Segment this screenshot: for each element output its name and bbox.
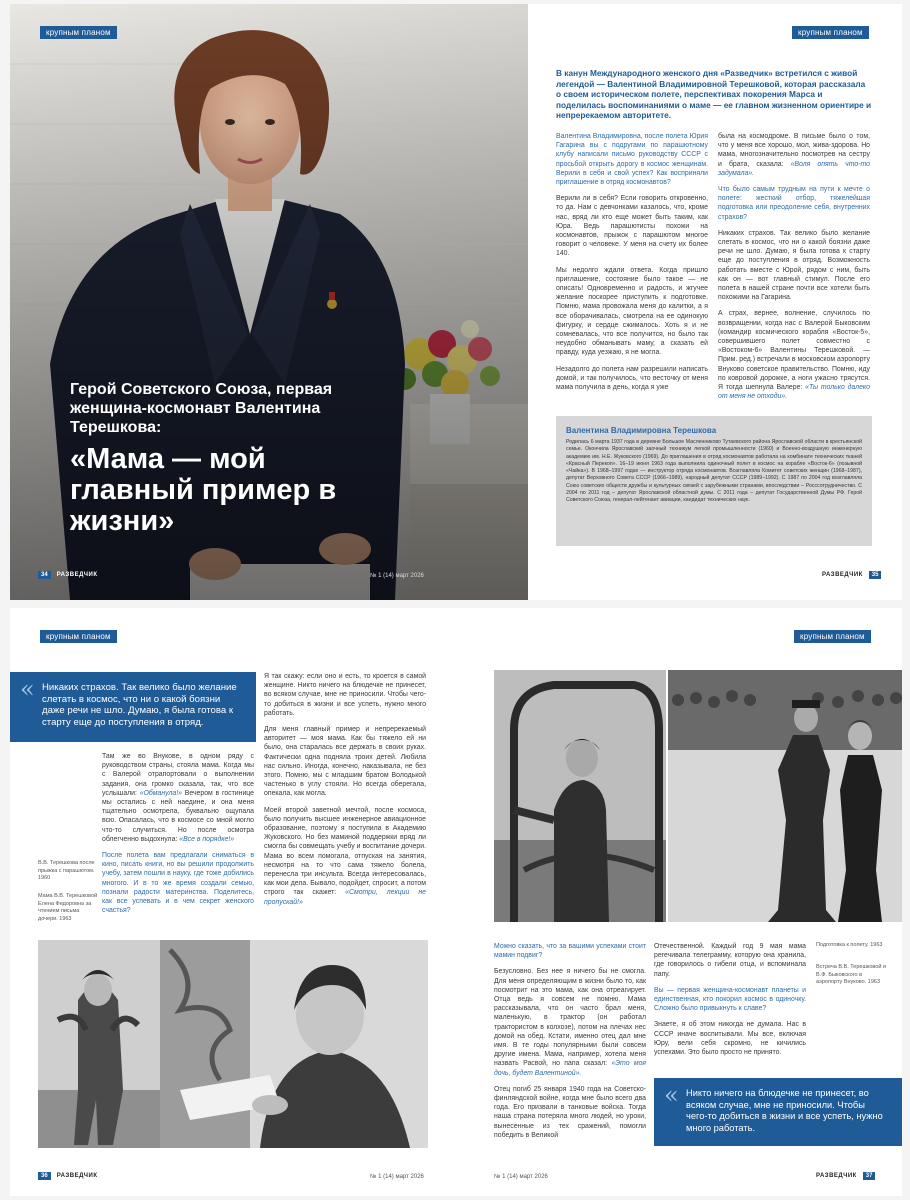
paragraph: Я так скажу: если оно и есть, то кроется в самой женщине. Никто ничего на блюдечке не принесет, во всяком случае, мне не приносили. Чтобы чего-то добиться в жизни и все успеть, нужно много работать. [264, 673, 426, 717]
paragraph: Отец погиб 25 января 1940 года на Советско-финляндской войне, когда мне было всего два года. Его призвали в танковые войска. Тогда наша страна потеряла много людей, но уроки, вынесенные из тех сражений, помогли победить в Великой [494, 1085, 646, 1139]
headline-small: Герой Советского Союза, первая женщина-космонавт Валентина Терешкова: [70, 381, 333, 436]
page-footer [38, 1172, 103, 1180]
section-tag: крупным планом [40, 630, 117, 643]
quote-mark-icon: « [664, 1081, 679, 1109]
page-number: 35 [869, 571, 882, 579]
question: Вы — первая женщина-космонавт планеты и единственная, кто покорил космос в одиночку. Сложно было привыкнуть к славе? [654, 986, 806, 1013]
section-tag: крупным планом [794, 630, 871, 643]
page-number: 37 [863, 1172, 876, 1180]
paragraph: А страх, вернее, волнение, случилось по возвращении, когда нас с Валерой Быковским (командир космического корабля «Восток-5», совершившего полет совместно с «Востоком-6» Валентины Терешковой. — Прим. ред.) встречали в московском аэропорту Внуково советское правительство. Помню, иду по ковровой дорожке, а ноги ужасно трясутся. Я тогда шепнула Валере: «Ты только далеко от меня не отходи». [718, 310, 870, 401]
bio-box [556, 416, 872, 546]
brand-name: РАЗВЕДЧИК [822, 572, 863, 578]
section-tag: крупным планом [40, 26, 117, 39]
pull-quote: « Никаких страхов. Так велико было желание слетать в космос, что ни о какой боязни даже речи не шло. Думаю, я была готова к старту еще до поступления в отряд. [10, 672, 256, 742]
paragraph: Знаете, я об этом никогда не думала. Нас в СССР иначе воспитывали. Мы все, включая Юру, вели себя скромно, не кичились успехами. Это было просто не принято. [654, 1021, 806, 1057]
section-tag: крупным планом [792, 26, 869, 39]
page-34 [10, 4, 528, 600]
brand-name: РАЗВЕДЧИК [56, 1173, 98, 1179]
issue-info: № 1 (14) март 2026 [494, 1174, 548, 1180]
paragraph: Незадолго до полета нам разрешили написать домой, и так получилось, что весточку от меня мама получила в день, когда я уже [556, 365, 708, 392]
page-footer [38, 571, 103, 579]
pull-quote: « Никто ничего на блюдечке не принесет, во всяком случае, мне не приносили. Чтобы чего-то добиться в жизни и все успеть, нужно много работать. [654, 1078, 902, 1146]
page-35 [528, 4, 902, 600]
photo-caption: Мама В.В. Терешковой Елена Федоровна за чтением письма дочери. 1963 [38, 893, 98, 922]
article-column-1 [556, 132, 708, 399]
article-column-2 [654, 942, 806, 1064]
issue-info: № 1 (14) март 2026 [370, 573, 424, 579]
page-37 [456, 608, 902, 1196]
paragraph: Безусловно. Без нее я ничего бы не смогла. Для меня определяющим в жизни было то, как посмотрит на это мама, как она отреагирует. Отца ведь я совсем не помню. Мама рассказывала, что он часто брал меня, маленькую, в трактор (он работал трактористом в колхозе), потом на плечах нес домой на обед. Кстати, именно отец дал мне имя. В те годы популярными были совсем другие имена. Мама, например, хотела меня назвать Расвой, но папа сказал: «Это моя дочь, будет Валентиной». [494, 968, 646, 1077]
page-number: 34 [38, 571, 51, 579]
article-column-2 [264, 672, 426, 914]
question: Можно сказать, что за вашими успехами стоит мамин подвиг? [494, 943, 646, 960]
paragraph: была на космодроме. В письме было о том, что у меня все хорошо, мол, жива-здорова. Но мама, многозначительно посмотрев на сестру и брата, сказала: «Воля опять что-то задумала». [718, 133, 870, 177]
photo-caption: Подготовка к полету. 1963 [816, 942, 883, 948]
lead-paragraph: В канун Международного женского дня «Разведчик» встретился с живой легендой — Валентиной Владимировной Терешковой, которая рассказала о своем историческом полете, перспективах покорения Марса и поделилась воспоминаниями о маме — ее главном жизненном ориентире и непререкаемом авторитете. [556, 68, 872, 120]
paragraph: Моей второй заветной мечтой, после космоса, было получить высшее инженерное авиационное образование, поэтому я поступила в Академию Жуковского. Но без маминой поддержки вряд ли смогла бы совмещать учебу и воспитание дочери. Мама во всем помогала, отпуская на занятия, несмотря на то что сама тяжело болела, перенесла три инсульта. Всегда интересовалась, как мои дела. Бывало, подойдет, спросит, а потом строго так скажет: «Смотри, лекции не пропускай!» [264, 806, 426, 906]
question: Валентина Владимировна, после полета Юрия Гагарина вы с подругами по парашютному клубу написали письмо руководству СССР с просьбой открыть дорогу в космос женщинам. Верили в себя и свой успех? Как восприняли приглашение в отряд космонавтов? [556, 133, 708, 187]
page-footer [810, 1172, 875, 1180]
paragraph: Для меня главный пример и непререкаемый авторитет — моя мама. Как бы тяжело ей ни было, она старалась все держать в своих руках. Фактически одна подняла троих детей. Любила нас сильно. Иногда, конечно, наказывала, не без этого. Помню, мы с младшим братом Володькой частенько в углу стояли. Но всегда оберегала, опекала, как могла. [264, 726, 426, 798]
photo-caption: В.В. Терешкова после прыжка с парашютом. 1960 [38, 860, 95, 881]
paragraph: Отечественной. Каждый год 9 мая мама регечивала телеграмму, которую она хранила, где говорилось о гибели отца, и вспоминала папу. [654, 943, 806, 978]
bio-text: Родилась 6 марта 1937 года в деревне Большое Масленниково Тутаевского района Ярославской области в крестьянской семье. Окончила Ярославский заочный техникум легкой промышленности (1960) и Военно-воздушную инженерную академию им. Н.Е. Жуковского (1969). До приглашения в отряд космонавтов работала на комбинате технических тканей «Красный Перекоп». 16–19 июня 1963 года выполнила одиночный полет в космос на корабле «Восток-6» (позывной «Чайка»). В 1968–1997 годах — инструктор отряда космонавтов. Возглавляла Комитет советских женщин (1968–1987), депутат Верховного Совета СССР (1966–1989), народный депутат СССР (1989–1992). С 1987 по 2004 год возглавляла Союз советских обществ дружбы и культурных связей с зарубежными странами, впоследствии – Росссотрудничество. С 2004 по 2011 год – депутат Ярославской областной думы. С 2011 года – депутат Государственной Думы РФ. Герой Советского Союза, генерал-лейтенант авиации, кандидат технических наук. [566, 439, 862, 504]
article-column-1 [494, 942, 646, 1147]
page-number: 36 [38, 1172, 51, 1180]
issue-info: № 1 (14) март 2026 [370, 1174, 424, 1180]
brand-name: РАЗВЕДЧИК [816, 1173, 857, 1179]
brand-name: РАЗВЕДЧИК [56, 572, 98, 578]
question: Что было самым трудным на пути к мечте о полете: жесткий отбор, тяжелейшая подготовка или преодоление себя, внутренних страхов? [718, 186, 870, 221]
mother-photo [160, 940, 428, 1148]
paragraph: Никаких страхов. Так велико было желание слетать в космос, что ни о какой боязни даже речи не шло. Думаю, я была готова к старту еще до поступления в отряд. Возможность работать вместе с Юрой, рядом с ним, быть как он — вот главный стимул. После его полета в нашей стране почти все хотели быть похожими на Гагарина. [718, 229, 870, 302]
paragraph: Там же во Внукове, в одном ряду с руководством страны, стояла мама. Когда мы с Валерой отрапортовали о выполнении задания, она громко сказала, так, что все услышали: «Обманула!» Вечером в гостинице мы остались с ней наедине, и она меня тщательно осмотрела, буквально ощупала всю. Опасалась, что в космосе со мной могло что-то случиться. Но после осмотра облегченно выдохнула: «Все в порядке!» [102, 753, 254, 843]
paragraph: Мы недолго ждали ответа. Когда пришло приглашение, состояние было такое — не описать! Одновременно и радость, и жгучее желание поскорее приступить к подготовке. Помню, мама провожала меня до калитки, а я все оборачивалась, смотрела на ее одинокую фигурку, и сердце сжималось. Хоть я и не сомневалась, что все получится, но было так неудобно обманывать маму, а сказать ей правду, куда уезжаю, я не могла. [556, 266, 708, 357]
page-footer [816, 571, 881, 579]
paragraph: Верили ли в себя? Если говорить откровенно, то да. Нам с девчонками казалось, что, кроме нас, вряд ли кто еще может быть таким, как Юра. Ведь парашютисты похожи на космонавтов, прыжок с парашютом многое говорит о человеке. У меня на счету их более 140. [556, 195, 708, 258]
article-column-1 [102, 752, 254, 922]
parachute-photo [38, 940, 160, 1148]
photo-caption: Встреча В.В. Терешковой и В.Ф. Быковского в аэропорту Внуково. 1963 [816, 964, 887, 985]
question: После полета вам предлагали сниматься в кино, писать книги, но вы решили продолжить учебу, затем пошли в науку, где тоже добились многого. И в то же время создали семью, познали радости материнства. Поделитесь, как все успевать и в чем секрет женского счастья? [102, 852, 254, 915]
training-photo [494, 670, 666, 922]
headline-big: «Мама — мой главный пример в жизни» [70, 443, 337, 537]
page-36 [10, 608, 456, 1196]
bio-title: Валентина Владимировна Терешкова [566, 426, 717, 435]
article-column-2 [718, 132, 870, 408]
quote-mark-icon: « [20, 675, 35, 703]
airport-meeting-photo [668, 670, 902, 922]
